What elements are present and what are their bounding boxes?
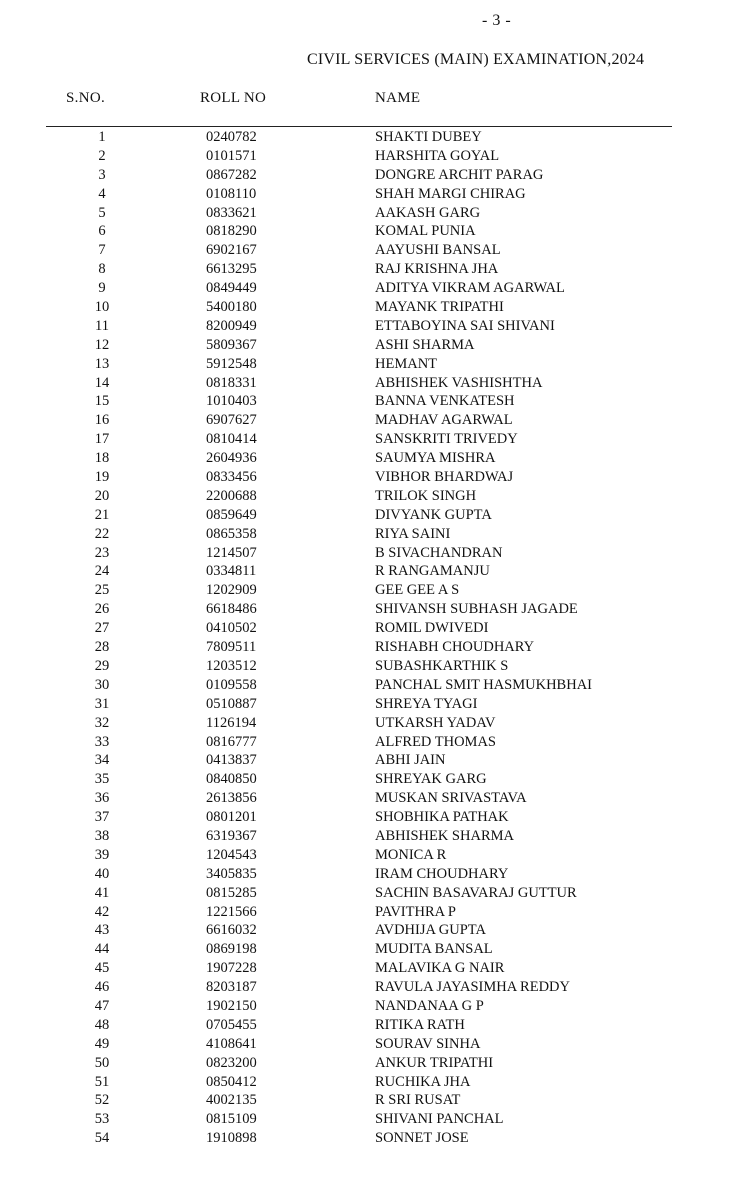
serial-number: 38: [94, 827, 110, 844]
roll-number: 0816777: [206, 733, 257, 750]
candidate-name: SHREYA TYAGI: [375, 695, 478, 712]
serial-number: 6: [98, 223, 106, 240]
serial-number: 45: [94, 960, 110, 977]
roll-number: 0867282: [206, 166, 257, 183]
roll-number: 0109558: [206, 676, 257, 693]
roll-number: 0869198: [206, 941, 257, 958]
serial-number: 20: [94, 487, 110, 504]
serial-number: 8: [98, 261, 106, 278]
roll-number: 2613856: [206, 790, 257, 807]
candidate-name: ETTABOYINA SAI SHIVANI: [375, 317, 555, 334]
roll-number: 7809511: [206, 639, 257, 656]
candidate-name: ROMIL DWIVEDI: [375, 620, 489, 637]
candidate-name: SHIVANI PANCHAL: [375, 1111, 504, 1128]
table-row: [0, 827, 754, 846]
table-row: [0, 921, 754, 940]
table-row: [0, 884, 754, 903]
roll-number: 0849449: [206, 280, 257, 297]
candidate-name: RAVULA JAYASIMHA REDDY: [375, 979, 570, 996]
page-number: - 3 -: [482, 12, 512, 29]
table-row: [0, 1016, 754, 1035]
exam-title: CIVIL SERVICES (MAIN) EXAMINATION,2024: [307, 51, 645, 68]
roll-number: 0815109: [206, 1111, 257, 1128]
candidate-name: AAYUSHI BANSAL: [375, 242, 501, 259]
candidate-name: RIYA SAINI: [375, 525, 451, 542]
serial-number: 16: [94, 412, 110, 429]
serial-number: 50: [94, 1054, 110, 1071]
candidate-name: ABHISHEK VASHISHTHA: [375, 374, 543, 391]
candidate-name: SAUMYA MISHRA: [375, 450, 496, 467]
table-row: [0, 1129, 754, 1148]
table-row: [0, 241, 754, 260]
candidate-name: AAKASH GARG: [375, 204, 481, 221]
serial-number: 3: [98, 166, 106, 183]
roll-number: 2200688: [206, 487, 257, 504]
candidate-name: MUSKAN SRIVASTAVA: [375, 790, 527, 807]
candidate-name: MUDITA BANSAL: [375, 941, 493, 958]
candidate-name: RAJ KRISHNA JHA: [375, 261, 499, 278]
candidate-name: ASHI SHARMA: [375, 336, 475, 353]
serial-number: 27: [94, 620, 110, 637]
candidate-name: SHOBHIKA PATHAK: [375, 809, 509, 826]
table-row: [0, 374, 754, 393]
serial-number: 4: [98, 185, 106, 202]
results-table-body: [0, 128, 754, 1148]
table-row: [0, 468, 754, 487]
candidate-name: SHIVANSH SUBHASH JAGADE: [375, 601, 578, 618]
serial-number: 7: [98, 242, 106, 259]
candidate-name: GEE GEE A S: [375, 582, 460, 599]
serial-number: 12: [94, 336, 110, 353]
table-row: [0, 676, 754, 695]
serial-number: 14: [94, 374, 110, 391]
roll-number: 0413837: [206, 752, 257, 769]
roll-number: 3405835: [206, 865, 257, 882]
roll-number: 6613295: [206, 261, 257, 278]
table-row: [0, 317, 754, 336]
header-divider: [46, 126, 672, 127]
table-row: [0, 638, 754, 657]
serial-number: 24: [94, 563, 110, 580]
serial-number: 32: [94, 714, 110, 731]
candidate-name: RUCHIKA JHA: [375, 1073, 471, 1090]
table-row: [0, 751, 754, 770]
table-row: [0, 430, 754, 449]
table-row: [0, 1054, 754, 1073]
roll-number: 1010403: [206, 393, 257, 410]
candidate-name: IRAM CHOUDHARY: [375, 865, 509, 882]
roll-number: 5809367: [206, 336, 257, 353]
table-row: [0, 260, 754, 279]
candidate-name: MONICA R: [375, 846, 447, 863]
candidate-name: NANDANAA G P: [375, 997, 484, 1014]
candidate-name: PAVITHRA P: [375, 903, 456, 920]
candidate-name: SANSKRITI TRIVEDY: [375, 431, 518, 448]
roll-number: 4108641: [206, 1035, 257, 1052]
candidate-name: RITIKA RATH: [375, 1016, 465, 1033]
serial-number: 34: [94, 752, 110, 769]
serial-number: 5: [98, 204, 106, 221]
serial-number: 26: [94, 601, 110, 618]
table-row: [0, 355, 754, 374]
table-row: [0, 1091, 754, 1110]
serial-number: 52: [94, 1092, 110, 1109]
table-row: [0, 506, 754, 525]
roll-number: 0818290: [206, 223, 257, 240]
roll-number: 0410502: [206, 620, 257, 637]
candidate-name: ABHI JAIN: [375, 752, 446, 769]
table-row: [0, 392, 754, 411]
table-row: [0, 449, 754, 468]
column-header-roll-no: ROLL NO: [200, 90, 267, 106]
candidate-name: HEMANT: [375, 355, 438, 372]
serial-number: 13: [94, 355, 110, 372]
roll-number: 6319367: [206, 827, 257, 844]
roll-number: 1202909: [206, 582, 257, 599]
roll-number: 0801201: [206, 809, 257, 826]
roll-number: 6616032: [206, 922, 257, 939]
roll-number: 0823200: [206, 1054, 257, 1071]
roll-number: 5912548: [206, 355, 257, 372]
serial-number: 2: [98, 147, 106, 164]
table-row: [0, 695, 754, 714]
serial-number: 51: [94, 1073, 110, 1090]
roll-number: 4002135: [206, 1092, 257, 1109]
roll-number: 0240782: [206, 129, 257, 145]
table-row: [0, 903, 754, 922]
candidate-name: MADHAV AGARWAL: [375, 412, 513, 429]
serial-number: 18: [94, 450, 110, 467]
table-row: [0, 619, 754, 638]
candidate-name: ADITYA VIKRAM AGARWAL: [375, 280, 565, 297]
serial-number: 10: [94, 299, 110, 316]
candidate-name: TRILOK SINGH: [375, 487, 477, 504]
roll-number: 6902167: [206, 242, 257, 259]
serial-number: 30: [94, 676, 110, 693]
roll-number: 0859649: [206, 506, 257, 523]
candidate-name: ALFRED THOMAS: [375, 733, 496, 750]
roll-number: 0850412: [206, 1073, 257, 1090]
serial-number: 35: [94, 771, 110, 788]
serial-number: 19: [94, 469, 110, 486]
table-row: [0, 562, 754, 581]
candidate-name: RISHABH CHOUDHARY: [375, 639, 535, 656]
roll-number: 6618486: [206, 601, 257, 618]
serial-number: 9: [98, 280, 106, 297]
serial-number: 1: [98, 129, 106, 145]
candidate-name: SACHIN BASAVARAJ GUTTUR: [375, 884, 577, 901]
table-row: [0, 525, 754, 544]
serial-number: 37: [94, 809, 110, 826]
table-row: [0, 940, 754, 959]
column-header-name: NAME: [375, 90, 421, 106]
serial-number: 42: [94, 903, 110, 920]
candidate-name: DIVYANK GUPTA: [375, 506, 492, 523]
candidate-name: ABHISHEK SHARMA: [375, 827, 514, 844]
candidate-name: ANKUR TRIPATHI: [375, 1054, 494, 1071]
column-header-sno: S.NO.: [66, 90, 106, 106]
table-row: [0, 714, 754, 733]
roll-number: 1907228: [206, 960, 257, 977]
roll-number: 0833621: [206, 204, 257, 221]
serial-number: 15: [94, 393, 110, 410]
table-row: [0, 298, 754, 317]
table-row: [0, 336, 754, 355]
serial-number: 22: [94, 525, 110, 542]
table-row: [0, 1035, 754, 1054]
table-row: [0, 959, 754, 978]
roll-number: 0810414: [206, 431, 257, 448]
table-row: [0, 1110, 754, 1129]
serial-number: 28: [94, 639, 110, 656]
roll-number: 6907627: [206, 412, 257, 429]
candidate-name: B SIVACHANDRAN: [375, 544, 503, 561]
table-row: [0, 222, 754, 241]
candidate-name: SONNET JOSE: [375, 1130, 469, 1147]
candidate-name: SHREYAK GARG: [375, 771, 487, 788]
serial-number: 21: [94, 506, 110, 523]
candidate-name: KOMAL PUNIA: [375, 223, 476, 240]
table-row: [0, 789, 754, 808]
table-row: [0, 846, 754, 865]
roll-number: 1214507: [206, 544, 257, 561]
roll-number: 0818331: [206, 374, 257, 391]
roll-number: 1910898: [206, 1130, 257, 1147]
serial-number: 17: [94, 431, 110, 448]
candidate-name: R RANGAMANJU: [375, 563, 490, 580]
serial-number: 39: [94, 846, 110, 863]
candidate-name: MALAVIKA G NAIR: [375, 960, 505, 977]
roll-number: 5400180: [206, 299, 257, 316]
candidate-name: SUBASHKARTHIK S: [375, 657, 509, 674]
roll-number: 0833456: [206, 469, 257, 486]
candidate-name: SHAH MARGI CHIRAG: [375, 185, 526, 202]
candidate-name: BANNA VENKATESH: [375, 393, 515, 410]
roll-number: 0101571: [206, 147, 257, 164]
candidate-name: VIBHOR BHARDWAJ: [375, 469, 514, 486]
table-row: [0, 770, 754, 789]
serial-number: 44: [94, 941, 110, 958]
roll-number: 0840850: [206, 771, 257, 788]
serial-number: 49: [94, 1035, 110, 1052]
candidate-name: HARSHITA GOYAL: [375, 147, 500, 164]
roll-number: 1221566: [206, 903, 257, 920]
roll-number: 2604936: [206, 450, 257, 467]
table-row: [0, 865, 754, 884]
serial-number: 40: [94, 865, 110, 882]
roll-number: 0815285: [206, 884, 257, 901]
roll-number: 0108110: [206, 185, 257, 202]
table-row: [0, 204, 754, 223]
table-row: [0, 128, 754, 147]
candidate-name: SOURAV SINHA: [375, 1035, 481, 1052]
roll-number: 0705455: [206, 1016, 257, 1033]
serial-number: 46: [94, 979, 110, 996]
table-row: [0, 657, 754, 676]
candidate-name: AVDHIJA GUPTA: [375, 922, 486, 939]
serial-number: 33: [94, 733, 110, 750]
serial-number: 53: [94, 1111, 110, 1128]
serial-number: 36: [94, 790, 110, 807]
table-row: [0, 147, 754, 166]
candidate-name: PANCHAL SMIT HASMUKHBHAI: [375, 676, 592, 693]
roll-number: 1204543: [206, 846, 257, 863]
table-row: [0, 487, 754, 506]
candidate-name: MAYANK TRIPATHI: [375, 299, 504, 316]
table-row: [0, 600, 754, 619]
serial-number: 48: [94, 1016, 110, 1033]
roll-number: 0865358: [206, 525, 257, 542]
table-row: [0, 581, 754, 600]
roll-number: 0510887: [206, 695, 257, 712]
table-row: [0, 1073, 754, 1092]
serial-number: 43: [94, 922, 110, 939]
roll-number: 8203187: [206, 979, 257, 996]
serial-number: 54: [94, 1130, 110, 1147]
roll-number: 8200949: [206, 317, 257, 334]
table-row: [0, 808, 754, 827]
table-row: [0, 733, 754, 752]
table-row: [0, 411, 754, 430]
roll-number: 1126194: [206, 714, 257, 731]
table-row: [0, 544, 754, 563]
candidate-name: SHAKTI DUBEY: [375, 129, 482, 145]
table-row: [0, 978, 754, 997]
serial-number: 23: [94, 544, 110, 561]
serial-number: 41: [94, 884, 110, 901]
roll-number: 1203512: [206, 657, 257, 674]
candidate-name: R SRI RUSAT: [375, 1092, 461, 1109]
table-row: [0, 997, 754, 1016]
serial-number: 31: [94, 695, 110, 712]
serial-number: 29: [94, 657, 110, 674]
candidate-name: UTKARSH YADAV: [375, 714, 496, 731]
roll-number: 0334811: [206, 563, 257, 580]
table-row: [0, 185, 754, 204]
serial-number: 11: [95, 317, 109, 334]
roll-number: 1902150: [206, 997, 257, 1014]
serial-number: 47: [94, 997, 110, 1014]
serial-number: 25: [94, 582, 110, 599]
table-row: [0, 279, 754, 298]
table-row: [0, 166, 754, 185]
candidate-name: DONGRE ARCHIT PARAG: [375, 166, 544, 183]
